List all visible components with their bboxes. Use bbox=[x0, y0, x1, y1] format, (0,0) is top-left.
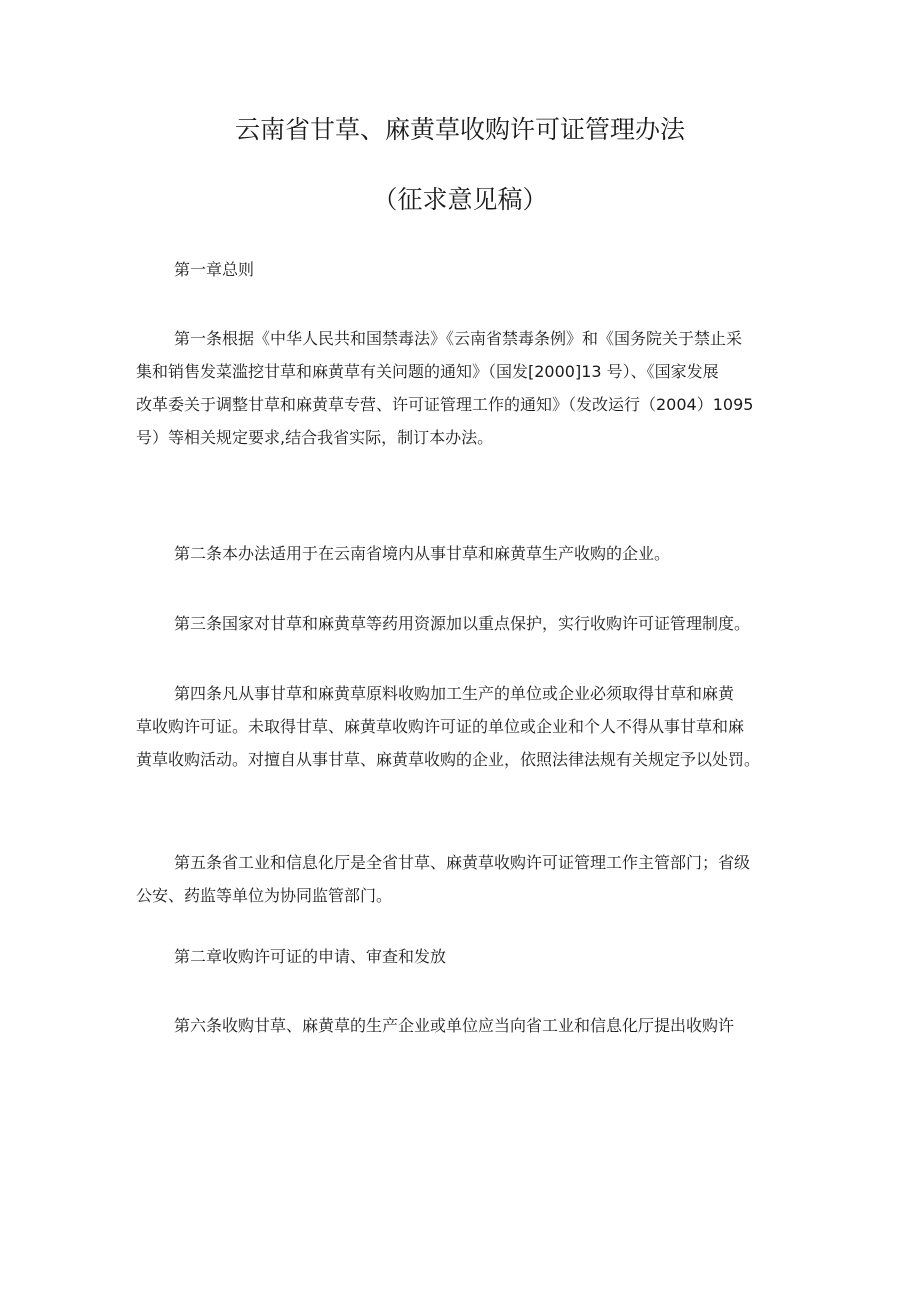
chapter-2-text: 第二章收购许可证的申请、审查和发放 bbox=[174, 947, 447, 966]
article-1 bbox=[136, 322, 796, 454]
article-1-line-4: 号）等相关规定要求,结合我省实际，制订本办法。 bbox=[136, 428, 494, 447]
article-4-line-1: 第四条凡从事甘草和麻黄草原料收购加工生产的单位或企业必须取得甘草和麻黄 bbox=[174, 684, 735, 703]
article-6-text: 第六条收购甘草、麻黄草的生产企业或单位应当向省工业和信息化厅提出收购许 bbox=[174, 1016, 735, 1035]
article-2-text: 第二条本办法适用于在云南省境内从事甘草和麻黄草生产收购的企业。 bbox=[174, 544, 671, 563]
article-1-line-2: 集和销售发菜滥挖甘草和麻黄草有关问题的通知》（国发[2000]13 号）、《国家发展 bbox=[136, 362, 719, 381]
article-4-line-3: 黄草收购活动。对擅自从事甘草、麻黄草收购的企业，依照法律法规有关规定予以处罚。 bbox=[136, 750, 761, 769]
document-subtitle: （征求意见稿） bbox=[372, 185, 548, 214]
article-3 bbox=[136, 607, 796, 640]
article-2 bbox=[136, 537, 796, 570]
chapter-heading-2 bbox=[136, 940, 796, 973]
article-5-line-1: 第五条省工业和信息化厅是全省甘草、麻黄草收购许可证管理工作主管部门；省级 bbox=[174, 853, 751, 872]
article-1-line-3: 改革委关于调整甘草和麻黄草专营、许可证管理工作的通知》（发改运行（2004）1095 bbox=[136, 395, 754, 414]
chapter-heading-1 bbox=[136, 253, 796, 286]
article-1-line-1: 第一条根据《中华人民共和国禁毒法》《云南省禁毒条例》和《国务院关于禁止采 bbox=[174, 329, 743, 348]
document-title: 云南省甘草、麻黄草收购许可证管理办法 bbox=[234, 115, 685, 144]
article-6 bbox=[136, 1009, 796, 1042]
article-4-line-2: 草收购许可证。未取得甘草、麻黄草收购许可证的单位或企业和个人不得从事甘草和麻 bbox=[136, 717, 745, 736]
article-5 bbox=[136, 846, 796, 912]
chapter-1-text: 第一章总则 bbox=[174, 260, 255, 279]
article-5-line-2: 公安、药监等单位为协同监管部门。 bbox=[136, 886, 393, 905]
article-3-text: 第三条国家对甘草和麻黄草等药用资源加以重点保护，实行收购许可证管理制度。 bbox=[174, 614, 751, 633]
article-4 bbox=[136, 677, 796, 776]
